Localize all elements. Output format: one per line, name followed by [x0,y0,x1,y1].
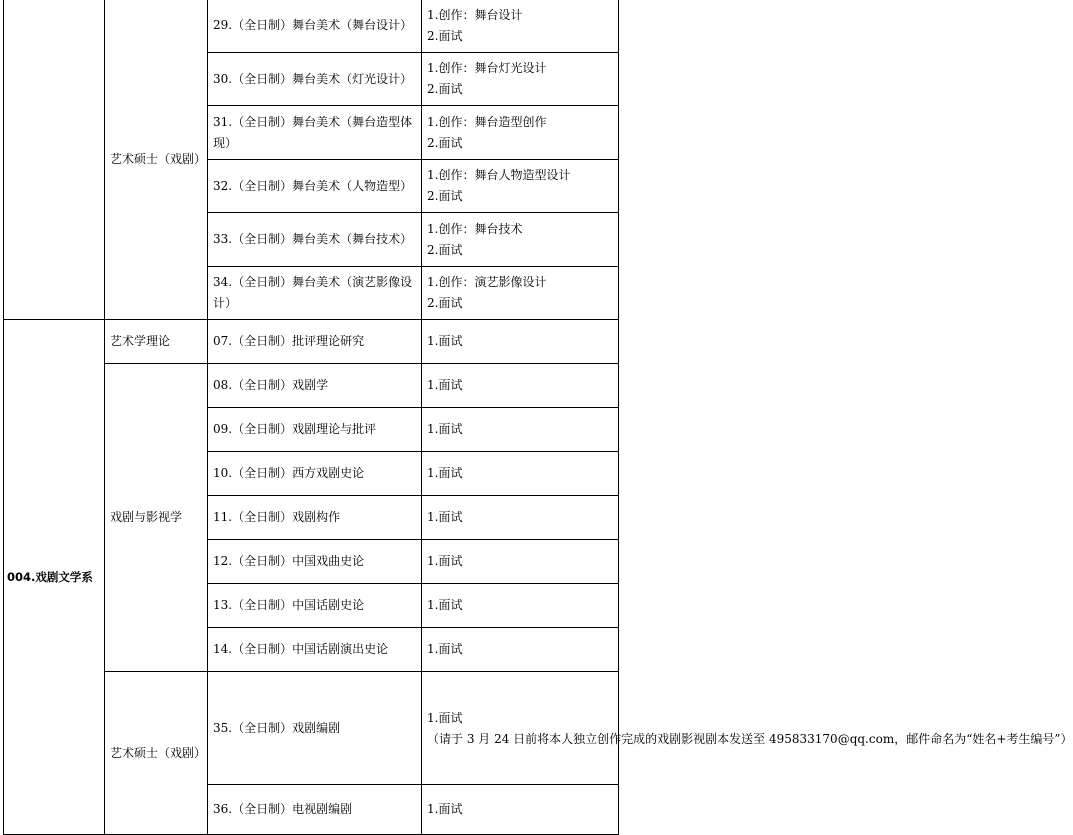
exam-item: 1.创作：舞台设计 [427,7,523,22]
exam-item: 2.面试 [427,82,463,96]
direction-cell: 34.（全日制）舞台美术（演艺影像设计） [208,267,422,320]
major-cell: 艺术硕士（戏剧） [105,0,208,320]
exam-item: 1.创作：演艺影像设计 [427,275,547,289]
department-cell [4,0,105,320]
exam-cell [422,672,1073,785]
exam-cell [422,0,619,53]
direction-cell: 29.（全日制）舞台美术（舞台设计） [208,0,422,53]
major-cell: 戏剧与影视学 [105,364,208,672]
exam-item: 2.面试 [427,296,463,310]
exam-item: 2.面试 [427,135,463,150]
table-row [4,0,619,53]
direction-cell: 30.（全日制）舞台美术（灯光设计） [208,53,422,106]
exam-item: 1.面试 [427,334,463,348]
exam-cell [422,267,619,320]
direction-cell: 11.（全日制）戏剧构作 [208,496,422,540]
direction-cell: 13.（全日制）中国话剧史论 [208,584,422,628]
exam-cell [422,408,619,452]
exam-cell [422,540,619,584]
exam-cell [422,364,619,408]
direction-cell: 10.（全日制）西方戏剧史论 [208,452,422,496]
exam-cell [422,213,619,267]
exam-item: 2.面试 [427,189,463,203]
table-row [4,320,619,364]
department-cell: 004.戏剧文学系 [4,320,105,835]
exam-item: 1.面试 [427,598,463,612]
admission-exam-table [3,0,1073,835]
exam-cell [422,160,619,213]
direction-cell: 31.（全日制）舞台美术（舞台造型体现） [208,106,422,160]
exam-item: 1.面试 [427,554,463,568]
exam-note: （请于 3 月 24 日前将本人独立创作完成的戏剧影视剧本发送至 495833170@qq.com，邮件命名为“姓名+考生编号”） [427,731,1073,746]
direction-cell: 08.（全日制）戏剧学 [208,364,422,408]
exam-item: 1.面试 [427,378,463,392]
exam-item: 1.创作：舞台人物造型设计 [427,168,571,182]
direction-cell: 36.（全日制）电视剧编剧 [208,785,422,835]
exam-item: 1.面试 [427,422,463,436]
exam-item: 1.创作：舞台造型创作 [427,114,547,129]
exam-cell [422,584,619,628]
direction-cell: 12.（全日制）中国戏曲史论 [208,540,422,584]
exam-cell [422,53,619,106]
exam-item: 2.面试 [427,242,463,257]
exam-item: 1.面试 [427,642,463,656]
exam-item: 1.创作：舞台灯光设计 [427,61,547,75]
direction-cell: 09.（全日制）戏剧理论与批评 [208,408,422,452]
exam-item: 2.面试 [427,28,463,43]
direction-cell: 35.（全日制）戏剧编剧 [208,672,422,785]
exam-item: 1.创作：舞台技术 [427,221,523,236]
exam-cell [422,106,619,160]
direction-cell: 07.（全日制）批评理论研究 [208,320,422,364]
direction-cell: 32.（全日制）舞台美术（人物造型） [208,160,422,213]
exam-cell [422,785,619,835]
exam-cell [422,628,619,672]
major-cell: 艺术学理论 [105,320,208,364]
exam-item: 1.面试 [427,466,463,480]
exam-item: 1.面试 [427,510,463,524]
direction-cell: 14.（全日制）中国话剧演出史论 [208,628,422,672]
exam-item: 1.面试 [427,710,463,725]
direction-cell: 33.（全日制）舞台美术（舞台技术） [208,213,422,267]
exam-item: 1.面试 [427,802,463,816]
exam-cell [422,320,619,364]
exam-cell [422,452,619,496]
major-cell: 艺术硕士（戏剧） [105,672,208,835]
exam-cell [422,496,619,540]
